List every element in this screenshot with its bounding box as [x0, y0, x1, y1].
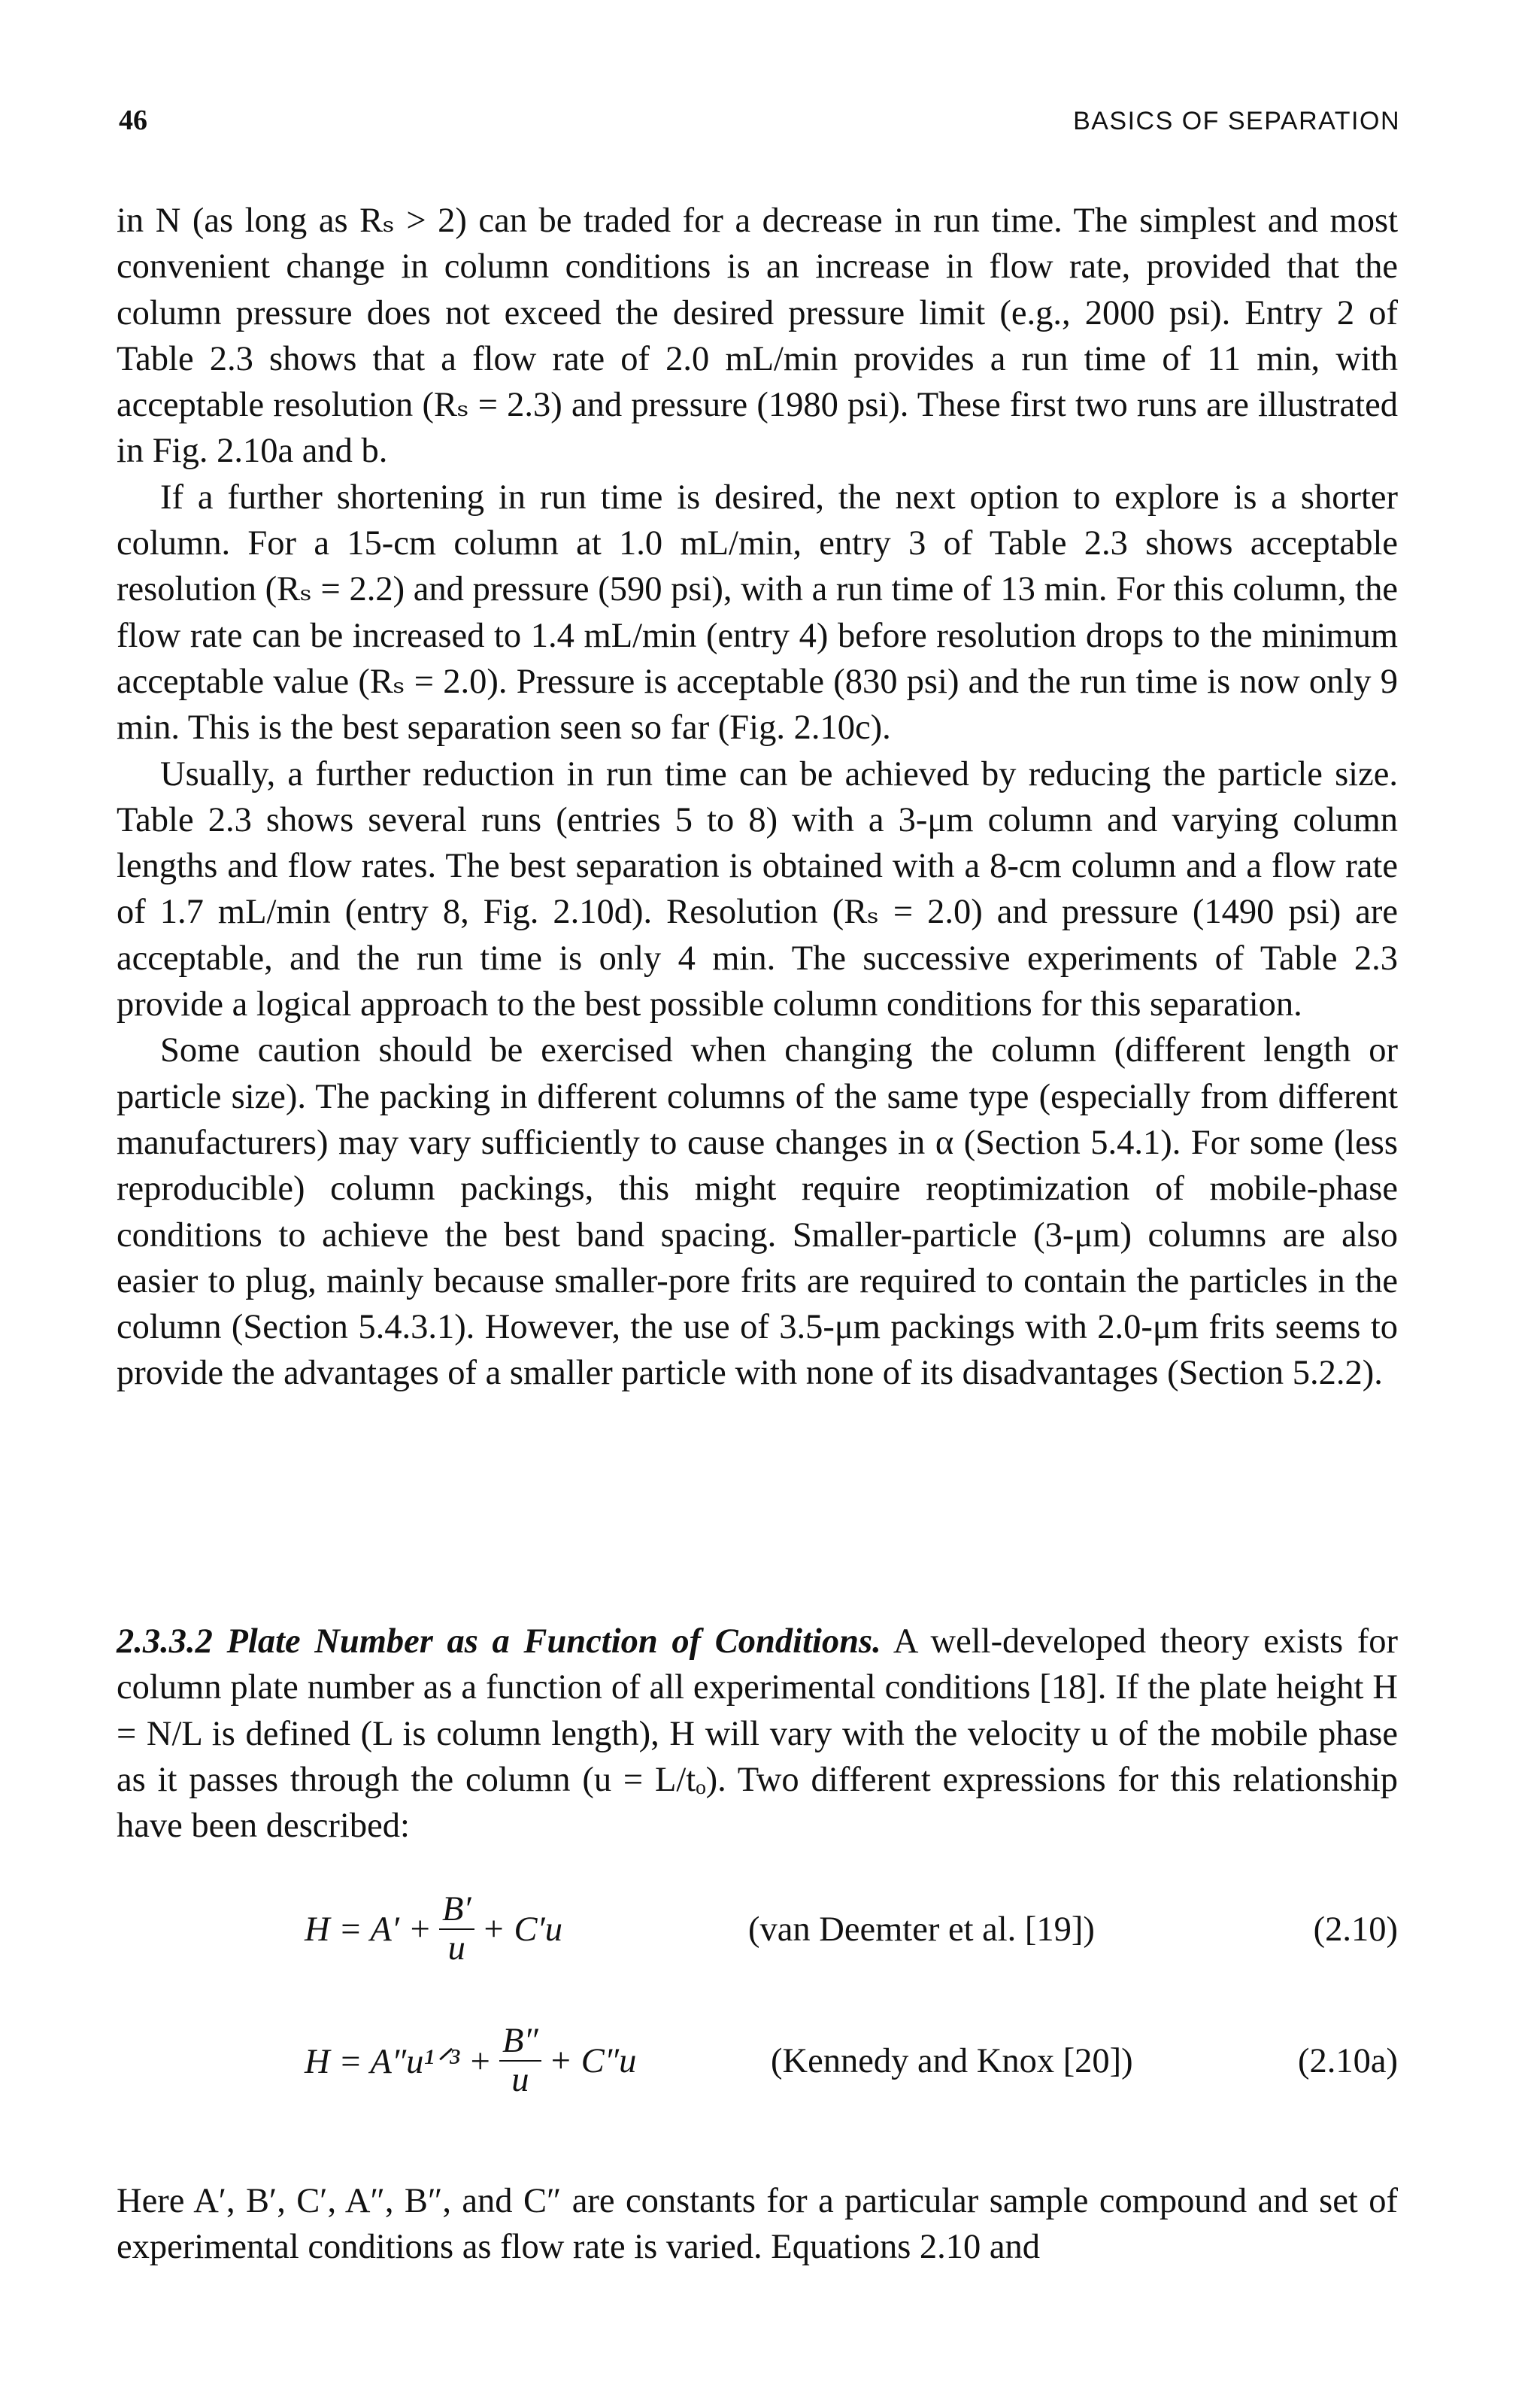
paragraph-6: Here A′, B′, C′, A″, B″, and C″ are constants for a particular sample compound and set of experimental conditions as flow rate is varied. Equations 2.10 and — [117, 2182, 1398, 2267]
equation-fraction — [439, 1891, 474, 1968]
paragraph-5 — [117, 1619, 1398, 1849]
equation-2-10 — [117, 1873, 1398, 1986]
body-text-upper — [117, 198, 1398, 1397]
equation-2-10-formula — [305, 1873, 562, 1986]
equation-lhs: H = A′ + — [305, 1910, 432, 1949]
paragraph-3: Usually, a further reduction in run time can be achieved by reducing the particle size. Table 2.3 shows several runs (entries 5 to 8) with a 3-μm column and varying column lengths and flow rates. The best separation is obtained with a 8-cm column and a flow rate of 1.7 mL/min (entry 8, Fig. 2.10d). Resolution (Rₛ = 2.0) and pressure (1490 psi) are acceptable, and the run time is only 4 min. The successive experiments of Table 2.3 provide a logical approach to the best possible column conditions for this separation. — [117, 754, 1398, 1024]
page-header — [119, 104, 1400, 149]
equation-number: (2.10a) — [1298, 2041, 1398, 2080]
fraction-denominator: u — [447, 1929, 465, 1968]
section-2-3-3-2 — [117, 1619, 1398, 1849]
running-head: BASICS OF SEPARATION — [1073, 107, 1400, 135]
equation-lhs: H = A″u¹ᐟ³ + — [305, 2042, 492, 2081]
paragraph-5-text: A well-developed theory exists for column plate number as a function of all experimental conditions [18]. If the plate height H = N/L is defined (L is column length), H will vary with the velocity u of the mobile phase as it passes through the column (u = L/tₒ). Two different expressions for this relationship have been described: — [117, 1622, 1399, 1846]
section-heading: 2.3.3.2 Plate Number as a Function of Conditions. — [117, 1622, 881, 1661]
fraction-numerator: B′ — [439, 1891, 474, 1930]
paragraph-1: in N (as long as Rₛ > 2) can be traded for a decrease in run time. The simplest and most convenient change in column conditions is an increase in flow rate, provided that the column pressure does not exceed the desired pressure limit (e.g., 2000 psi). Entry 2 of Table 2.3 shows that a flow rate of 2.0 mL/min provides a run time of 11 min, with acceptable resolution (Rₛ = 2.3) and pressure (1980 psi). These first two runs are illustrated in Fig. 2.10a and b. — [117, 202, 1398, 471]
equation-rhs: + C″u — [548, 2041, 637, 2080]
equation-2-10a-formula — [305, 2004, 636, 2117]
paragraph-2: If a further shortening in run time is desired, the next option to explore is a shorter column. For a 15-cm column at 1.0 mL/min, entry 3 of Table 2.3 shows acceptable resolution (Rₛ = 2.2) and pressure (590 psi), with a run time of 13 min. For this column, the flow rate can be increased to 1.4 mL/min (entry 4) before resolution drops to the minimum acceptable value (Rₛ = 2.0). Pressure is acceptable (830 psi) and the run time is now only 9 min. This is the best separation seen so far (Fig. 2.10c). — [117, 478, 1398, 748]
equation-rhs: + C′u — [481, 1910, 562, 1949]
equation-2-10a — [117, 2004, 1398, 2117]
equation-fraction — [499, 2022, 541, 2099]
equation-source: (Kennedy and Knox [20]) — [771, 2041, 1133, 2080]
page-number: 46 — [119, 105, 147, 136]
fraction-denominator: u — [511, 2061, 529, 2099]
paragraph-4: Some caution should be exercised when changing the column (different length or particle size). The packing in different columns of the same type (especially from different manufacturers) may vary sufficiently to cause changes in α (Section 5.4.1). For some (less reproducible) column packings, this might require reoptimization of mobile-phase conditions to achieve the best band spacing. Smaller-particle (3-μm) columns are also easier to plug, mainly because smaller-pore frits are required to contain the particles in the column (Section 5.4.3.1). However, the use of 3.5-μm packings with 2.0-μm frits seems to provide the advantages of a smaller particle with none of its disadvantages (Section 5.2.2). — [117, 1031, 1398, 1393]
fraction-numerator: B″ — [499, 2022, 541, 2062]
equation-number: (2.10) — [1313, 1910, 1398, 1949]
equation-source: (van Deemter et al. [19]) — [748, 1910, 1095, 1949]
body-text-lower — [117, 2178, 1398, 2271]
